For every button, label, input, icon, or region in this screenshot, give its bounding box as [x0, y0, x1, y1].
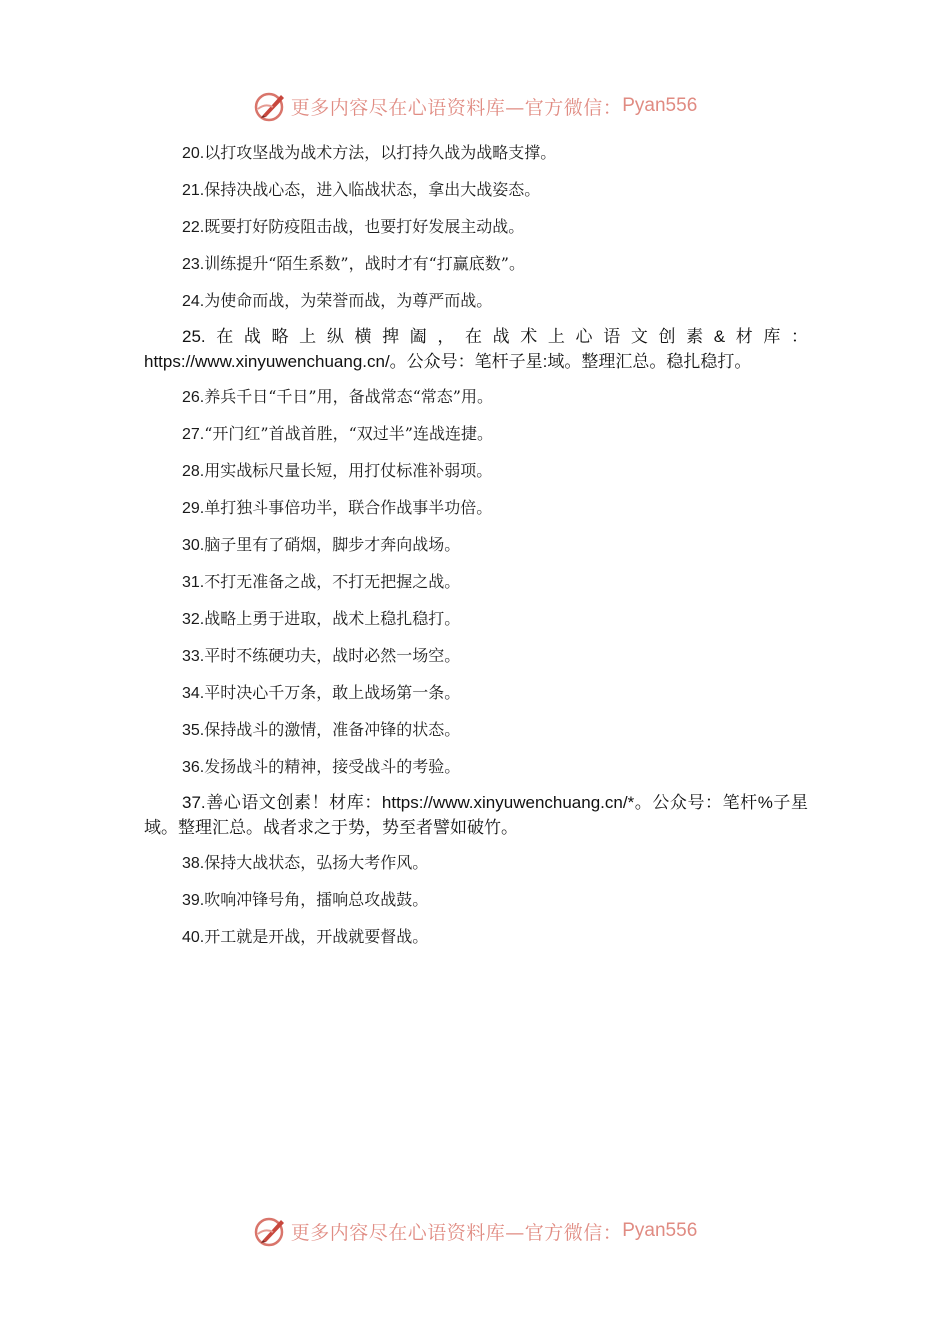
paragraph-item: 37.善心语文创素！材库：https://www.xinyuwenchuang.cn/*。公众号：笔杆%子星域。整理汇总。战者求之于势，势至者譬如破竹。	[144, 793, 808, 837]
document-body	[144, 142, 808, 963]
list-item: 29.单打独斗事倍功半，联合作战事半功倍。	[182, 498, 493, 517]
list-item: 23.训练提升“陌生系数”，战时才有“打赢底数”。	[182, 254, 525, 273]
list-item: 22.既要打好防疫阻击战，也要打好发展主动战。	[182, 217, 525, 236]
paragraph-item: 25.在战略上纵横捭阖，在战术上心语文创素&材库：https://www.xinyuwenchuang.cn/。公众号：笔杆子星:域。整理汇总。稳扎稳打。	[144, 327, 808, 371]
pen-logo-icon	[253, 1214, 287, 1248]
list-item: 38.保持大战状态，弘扬大考作风。	[182, 853, 429, 872]
list-item: 31.不打无准备之战，不打无把握之战。	[182, 572, 461, 591]
list-item: 27.“开门红”首战首胜，“双过半”连战连捷。	[182, 424, 493, 443]
list-item: 33.平时不练硬功夫，战时必然一场空。	[182, 646, 461, 665]
list-item: 32.战略上勇于进取，战术上稳扎稳打。	[182, 609, 461, 628]
footer-banner	[0, 1211, 950, 1251]
list-item: 20.以打攻坚战为战术方法，以打持久战为战略支撑。	[182, 143, 557, 162]
banner-text: 更多内容尽在心语资料库—官方微信：	[290, 96, 623, 119]
list-item: 21.保持决战心态，进入临战状态，拿出大战姿态。	[182, 180, 541, 199]
list-item: 35.保持战斗的激情，准备冲锋的状态。	[182, 720, 461, 739]
pen-logo-icon	[253, 89, 287, 123]
list-item: 40.开工就是开战，开战就要督战。	[182, 927, 429, 946]
list-item: 28.用实战标尺量长短，用打仗标准补弱项。	[182, 461, 493, 480]
list-item: 26.养兵千日“千日”用，备战常态“常态”用。	[182, 387, 493, 406]
list-item: 36.发扬战斗的精神，接受战斗的考验。	[182, 757, 461, 776]
banner-text: 更多内容尽在心语资料库—官方微信：	[290, 1221, 623, 1244]
list-item: 24.为使命而战，为荣誉而战，为尊严而战。	[182, 291, 493, 310]
banner-wechat-id: Pyan556	[622, 95, 698, 116]
list-item: 39.吹响冲锋号角，擂响总攻战鼓。	[182, 890, 429, 909]
banner-wechat-id: Pyan556	[622, 1220, 698, 1241]
list-item: 30.脑子里有了硝烟，脚步才奔向战场。	[182, 535, 461, 554]
header-banner	[0, 86, 950, 126]
list-item: 34.平时决心千万条，敢上战场第一条。	[182, 683, 461, 702]
